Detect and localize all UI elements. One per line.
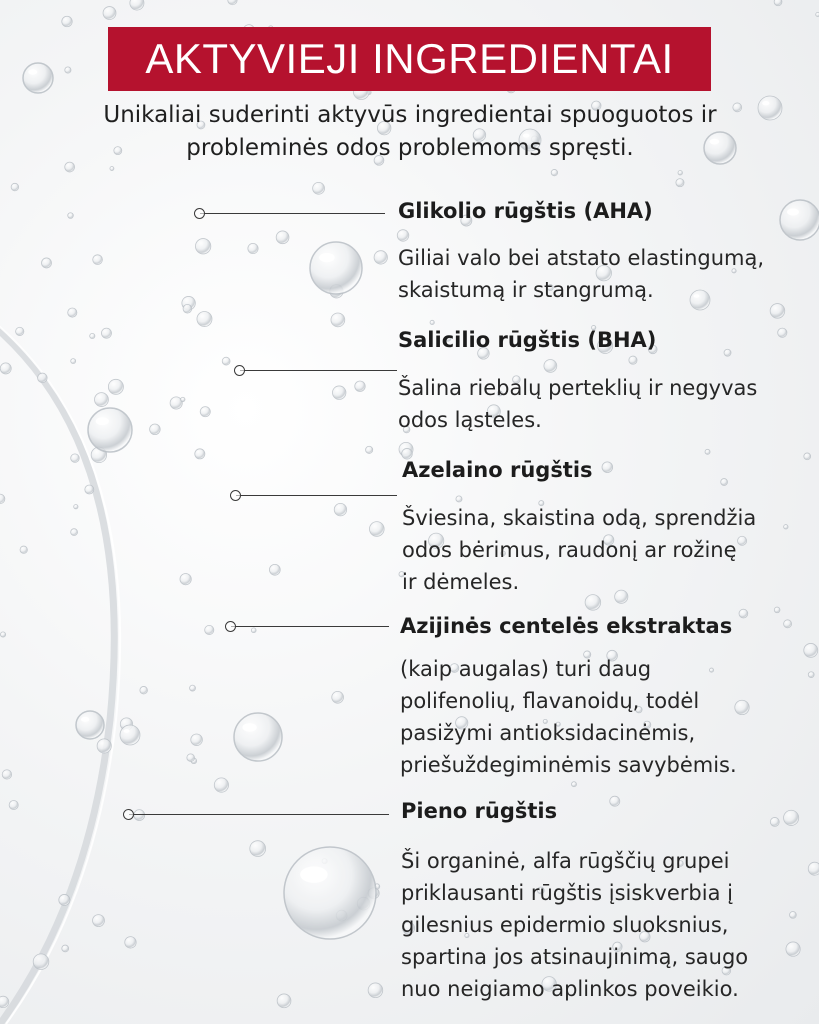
description-line: ir dėmeles. (402, 570, 520, 594)
bubble (313, 182, 325, 194)
page-title: AKTYVIEJI INGREDIENTAI (145, 35, 674, 82)
bubble (74, 504, 78, 508)
bubble (85, 485, 94, 494)
connector-line (200, 213, 385, 214)
bubble (140, 686, 148, 694)
bubble (76, 711, 104, 739)
ingredient-description (400, 653, 819, 781)
bubble (571, 782, 576, 787)
bubble (120, 725, 140, 745)
bubble (23, 63, 53, 93)
bubble (20, 546, 27, 553)
description-line: Šalina riebalų perteklių ir negyvas (398, 376, 758, 400)
bubble (705, 449, 710, 454)
ingredient-name: Pieno rūgštis (401, 799, 558, 823)
bubble (234, 713, 282, 761)
bubble (2, 770, 11, 779)
connector-line (129, 814, 389, 815)
bubble (366, 446, 373, 453)
ingredient-description (398, 242, 818, 306)
description-line: polifenolių, flavanoidų, todėl (400, 689, 700, 713)
bubble (250, 841, 266, 857)
description-line: gilesnius epidermio sluoksnius, (401, 913, 729, 937)
bubble (71, 454, 80, 463)
bubble (68, 308, 77, 317)
bubble (0, 632, 5, 637)
bubble (62, 16, 72, 26)
bubble (780, 200, 819, 240)
bubble (369, 522, 384, 537)
bubble (97, 739, 111, 753)
bubble (248, 243, 258, 253)
description-line: Ši organinė, alfa rūgščių grupei (401, 849, 730, 873)
bubble-highlight (124, 729, 130, 733)
bubble (125, 937, 136, 948)
bubble (374, 251, 387, 264)
subtitle-line: Unikaliai suderinti aktyvūs ingredientai spuoguotos ir (103, 102, 717, 128)
bubble (93, 915, 105, 927)
bubble (228, 0, 237, 5)
bubble (180, 573, 191, 584)
bubble (774, 607, 780, 613)
bubble (65, 67, 71, 73)
connector-dot-icon (234, 365, 245, 376)
bubble (183, 304, 192, 313)
bubble (739, 609, 748, 618)
bubble (784, 620, 792, 628)
bubble (629, 356, 637, 364)
ingredient-name: Azelaino rūgštis (402, 458, 593, 482)
bubble (332, 386, 345, 399)
description-line: Giliai valo bei atstato elastingumą, (398, 246, 765, 270)
description-line: (kaip augalas) turi daug (400, 657, 652, 681)
ingredient-name: Azijinės centelės ekstraktas (400, 614, 733, 638)
bubble (94, 393, 108, 407)
description-line: priklausanti rūgštis įsiskverbia į (401, 881, 733, 905)
bubble (90, 333, 95, 338)
bubble (222, 357, 230, 365)
ingredient-name: Glikolio rūgštis (AHA) (398, 199, 653, 223)
bubble (0, 363, 11, 374)
description-line: pasižymi antioksidacinėmis, (400, 721, 696, 745)
bubble-highlight (28, 69, 37, 74)
subtitle (60, 99, 760, 165)
bubble (551, 169, 557, 175)
description-line: spartina jos atsinaujinimą, saugo (401, 945, 749, 969)
bubble (334, 503, 346, 515)
bubble-highlight (300, 866, 328, 883)
bubble (724, 349, 731, 356)
bubble (93, 255, 103, 265)
bubble (544, 359, 557, 372)
bubble (191, 734, 203, 746)
bubble (214, 778, 228, 792)
bubble (42, 258, 52, 268)
bubble (774, 0, 782, 6)
bubble (355, 381, 365, 391)
bubble (758, 96, 782, 120)
bubble (251, 628, 256, 633)
bubble-highlight (762, 101, 769, 105)
connector-dot-icon (123, 809, 134, 820)
ingredient-description (401, 845, 819, 1005)
bubble (770, 817, 779, 826)
connector-line (231, 626, 389, 627)
bubble (310, 242, 362, 294)
description-line: nuo neigiamo aplinkos poveikio. (401, 977, 739, 1001)
bubble (71, 529, 78, 536)
bubble (16, 327, 24, 335)
bubble (71, 359, 76, 364)
bubble (108, 379, 123, 394)
bubble (610, 796, 620, 806)
bubble (195, 449, 205, 459)
bubble (368, 983, 383, 998)
description-line: odos ląsteles. (398, 408, 542, 432)
bubble (190, 685, 196, 691)
ingredient-description (398, 372, 818, 436)
bubble (678, 170, 682, 174)
bubble (676, 179, 684, 187)
bubble (276, 231, 289, 244)
bubble (430, 320, 434, 324)
bubble (332, 691, 344, 703)
bubble (9, 800, 18, 809)
bubble (397, 230, 409, 242)
connector-dot-icon (230, 490, 241, 501)
bubble (150, 424, 161, 435)
title-banner (108, 27, 711, 91)
bubble-highlight (81, 717, 89, 722)
bubble (38, 373, 48, 383)
bubble (130, 0, 144, 10)
bubble-highlight (96, 417, 109, 425)
connector-line (240, 370, 397, 371)
bubble (68, 213, 74, 219)
bubble (602, 462, 613, 473)
bubble (200, 407, 210, 417)
bubble (0, 494, 5, 504)
bubble-highlight (242, 723, 256, 732)
bubble (205, 625, 214, 634)
bubble (187, 754, 195, 762)
bubble (181, 397, 185, 401)
bubble (197, 311, 212, 326)
description-line: Šviesina, skaistina odą, sprendžia (402, 506, 757, 530)
bubble (195, 239, 210, 254)
bubble (331, 313, 345, 327)
subtitle-line: probleminės odos problemoms spręsti. (186, 135, 634, 161)
description-line: skaistumą ir stangrumą. (398, 278, 654, 302)
connector-dot-icon (194, 208, 205, 219)
connector-line (236, 495, 397, 496)
bubble (269, 564, 280, 575)
bubble (277, 994, 291, 1008)
description-line: odos bėrimus, raudonį ar rožinę (402, 538, 737, 562)
bubble (59, 894, 70, 905)
bubble (103, 7, 116, 20)
bubble (110, 167, 114, 171)
bubble (0, 996, 9, 1007)
description-line: priešuždegiminėmis savybėmis. (400, 753, 737, 777)
bubble (62, 945, 69, 952)
connector-dot-icon (225, 621, 236, 632)
bubble-highlight (787, 208, 799, 215)
bubble (101, 328, 111, 338)
bubble-highlight (319, 253, 335, 262)
ingredient-description (402, 502, 819, 598)
bubble (134, 810, 145, 821)
bubble (804, 453, 811, 460)
bubble (11, 183, 19, 191)
bubble (284, 847, 376, 939)
bubble (778, 328, 787, 337)
bubble (33, 954, 49, 970)
bubble (784, 810, 799, 825)
bubble (721, 479, 728, 486)
ingredient-name: Salicilio rūgštis (BHA) (398, 328, 657, 352)
bubble (88, 408, 132, 452)
